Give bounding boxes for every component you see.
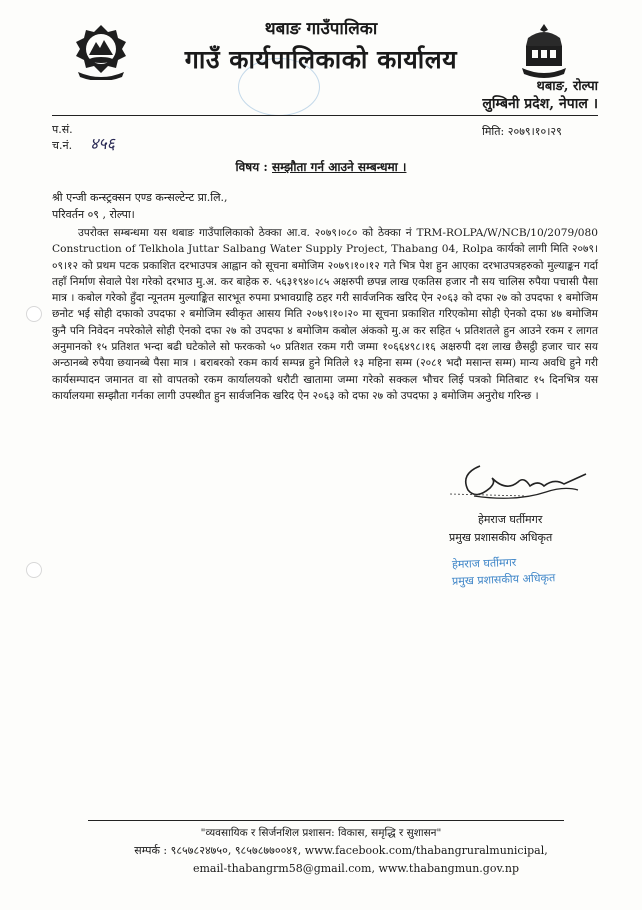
punch-hole [26, 306, 42, 322]
subject-text: सम्झौता गर्न आउने सम्बन्धमा । [272, 160, 407, 174]
footer-contact-email: email-thabangrm58@gmail.com, www.thabangmun.gov.np [192, 862, 519, 875]
punch-hole [26, 562, 42, 578]
signatory-name: हेमराज घर्तीमगर [478, 513, 543, 526]
header-divider [52, 115, 598, 116]
recipient-name: श्री एन्जी कन्स्ट्रक्सन एण्ड कन्सल्टेन्ट प्रा.लि., [52, 191, 228, 204]
letter-body: उपरोक्त सम्बन्धमा यस थबाङ गाउँपालिकाको ठेक्का आ.व. २०७९।०८० को ठेक्का नं TRM-ROLPA/W/NCB/10/2079/080 Construction of Telkhola Juttar Salbang Water Supply Project, Thabang 04, Rolpa कार्यको लागी मिति २०७९।०९।१२ को प्रथम पटक प्रकाशित दरभाउपत्र आह्वान को सूचना बमोजिम २०७९।१०।१२ गते भित्र पेश हुन आएका दरभाउपत्रहरुको मुल्याङ्कन गर्दा तहाँ निर्माण सेवाले पेश गरेको दरभाउ मु.अ. कर बाहेक रु. ५६३१९४०।८५ अक्षरुपी छपन्न लाख एकतिस हजार नौ सय चालिस रुपैया पचासी पैसा मात्र । कबोल गरेको हुँदा न्यूनतम मुल्याङ्कित सारभूत रुपमा प्रभावग्राहि ठहर गरी सार्वजनिक खरिद ऐन २०६३ को दफा २७ को उपदफा १ बमोजिम छनोट भई सोही दफाको उपदफा २ बमोजिम स्वीकृत आसय मिति २०७९।१०।२० मा सूचना प्रकाशित गरिएकोमा सोही ऐनको दफा ४७ बमोजिम कुनै पनि निवेदन नपरेकोले सोही ऐनको दफा २७ को उपदफा ४ बमोजिम कबोल अंकको मु.अ कर सहित ५ प्रतिशतले हुन आउने रकम र लागत अनुमानको १५ प्रतिशत भन्दा बढी घटेकोले सो फरकको ५० प्रतिशत रकम गरी जम्मा १०६६४९८।१६ अक्षरुपी दश लाख छैसट्ठी हजार चार सय अन्ठानब्बे रुपैया छयानब्बे पैसा मात्र । बराबरको रकम कार्य सम्पन्न हुने मितिले १३ महिना सम्म (२०८१ भदौ मसान्त सम्म) मान्य अवधि हुने गरी कार्यसम्पादन जमानत वा सो वापतको रकम कार्यालयको धरौटी खातामा जम्मा गरेको सक्कल भौचर लिई पत्रको मितिबाट १५ दिनभित्र यस कार्यालयमा सम्झौता गर्नका लागी उपस्थीत हुन सार्वजनिक खरिद ऐन २०६३ को दफा २७ को उपदफा ३ बमोजिम अनुरोध गरिन्छ । [52, 227, 598, 402]
handwritten-signature [446, 452, 596, 506]
ps-label: प.सं. [52, 123, 73, 136]
recipient-address: परिवर्तन ०९ , रोल्पा। [52, 208, 135, 221]
stamp-signatory-name: हेमराज घर्तीमगर [451, 555, 517, 572]
address-province: लुम्बिनी प्रदेश, नेपाल । [482, 96, 598, 112]
subject-label: विषय : [235, 160, 272, 174]
cn-label: च.नं. [52, 139, 73, 152]
footer-divider [88, 820, 564, 821]
municipality-name: थबाङ गाउँपालिका [264, 19, 378, 39]
footer-motto: "व्यवसायिक र सिर्जनशिल प्रशासन: विकास, समृद्धि र सुशासन" [200, 827, 442, 839]
footer-contact-phones: सम्पर्क : ९८५७८२४७५०, ९८५७८७७००४१, www.facebook.com/thabangruralmunicipal, [134, 844, 548, 857]
office-name: गाउँ कार्यपालिकाको कार्यालय [184, 45, 458, 74]
stamp-signatory-title: प्रमुख प्रशासकीय अधिकृत [451, 571, 556, 588]
subject-line [0, 158, 642, 175]
address-district: थबाङ, रोल्पा [536, 79, 598, 94]
cn-handwritten-number: ४५६ [90, 134, 115, 153]
signatory-title: प्रमुख प्रशासकीय अधिकृत [449, 531, 553, 544]
letter-date: मिति: २०७९।१०।२९ [482, 125, 562, 138]
